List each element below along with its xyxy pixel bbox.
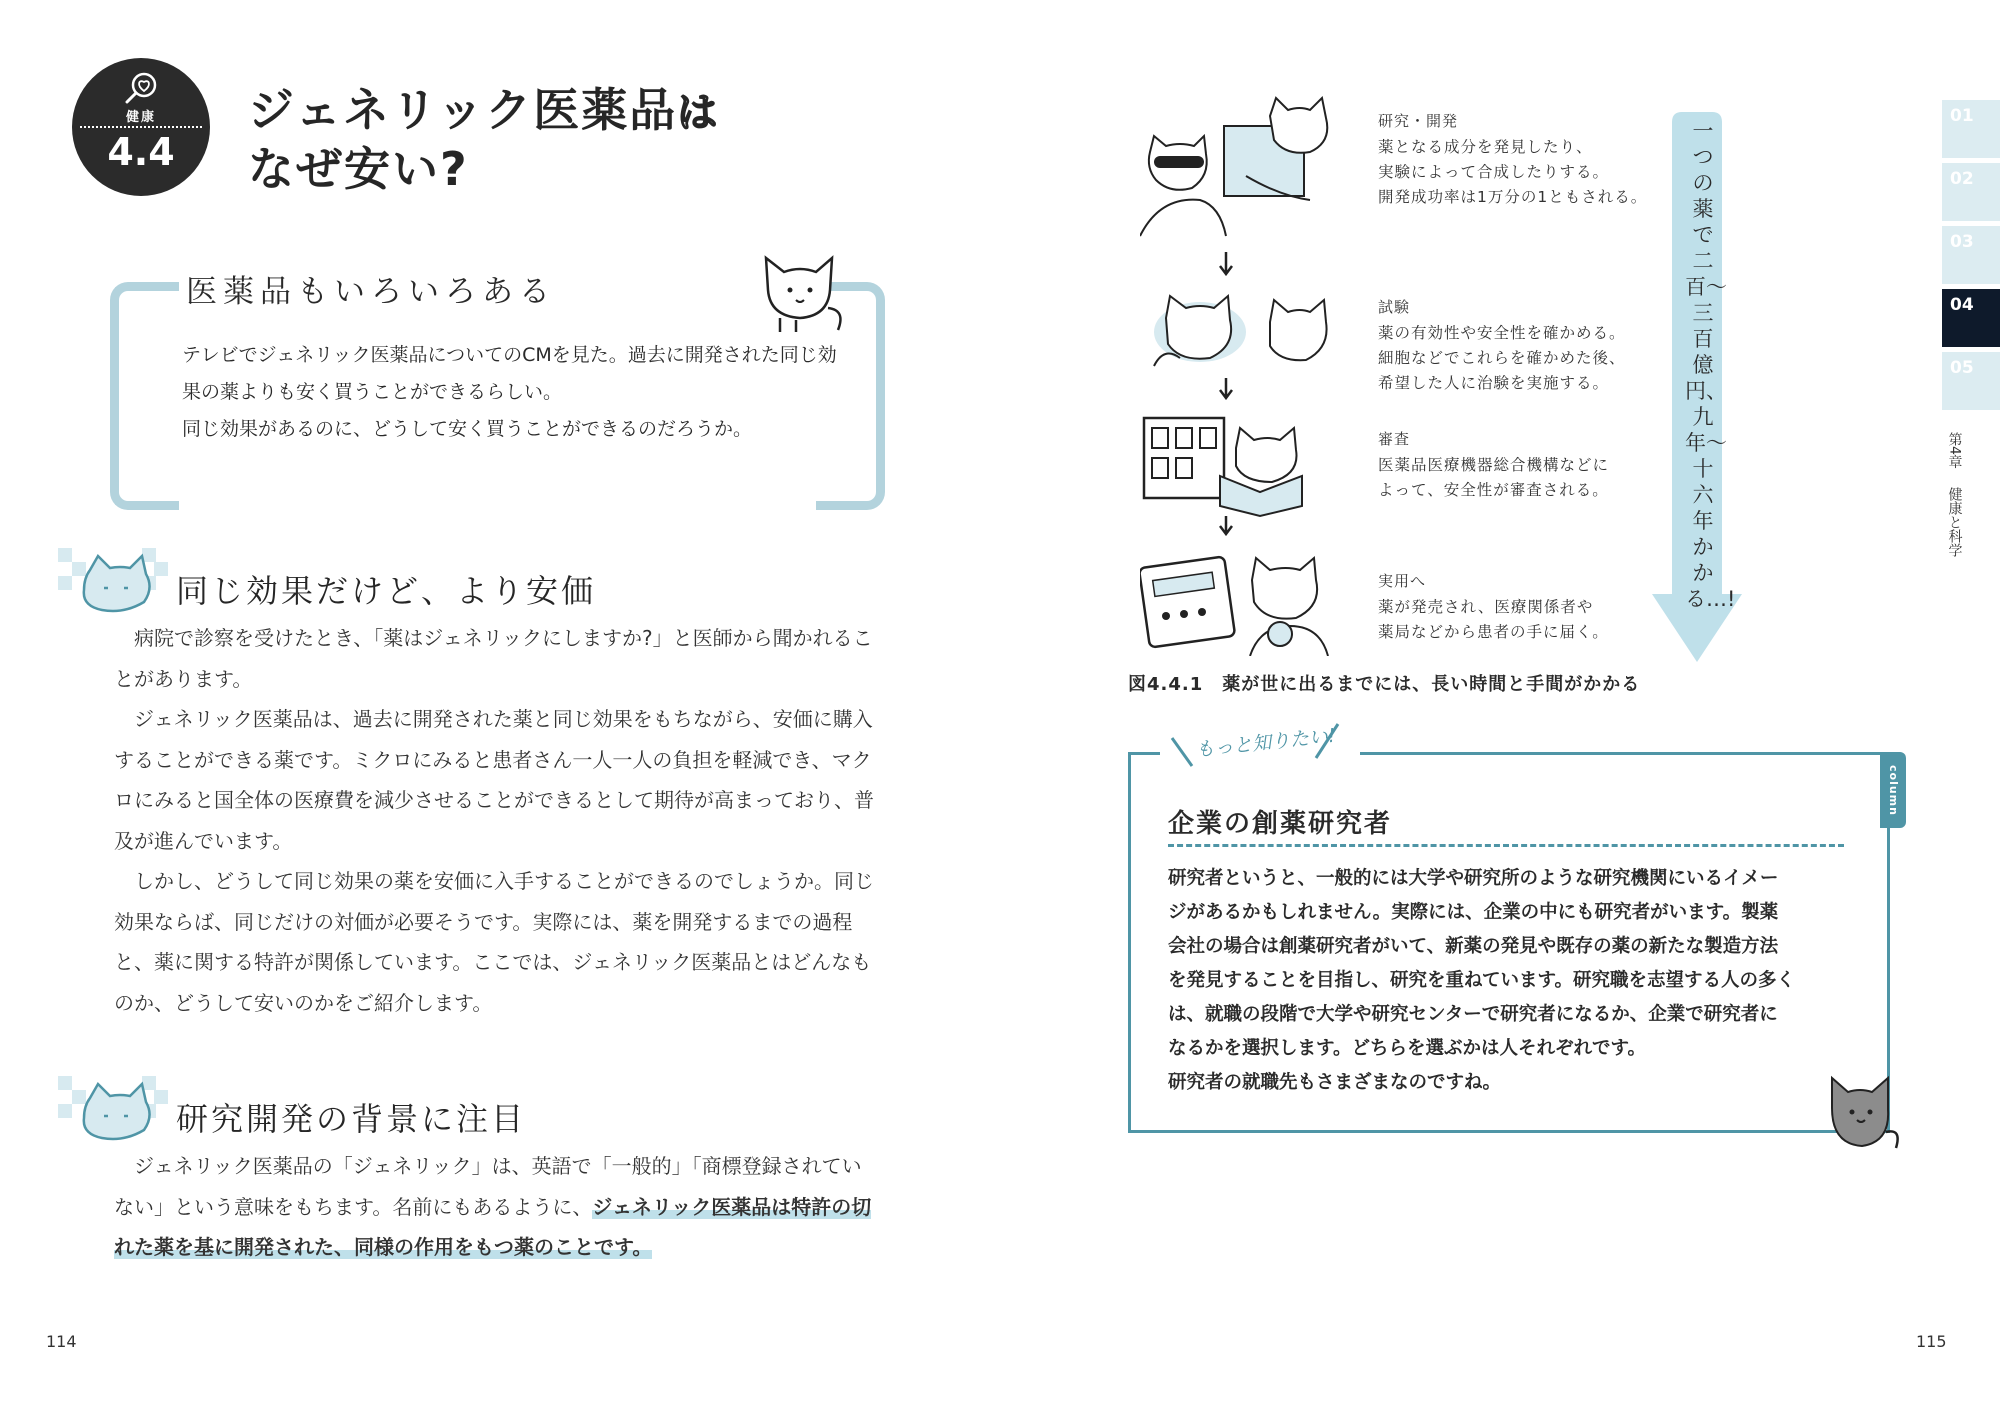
flow-line: 実験によって合成したりする。 bbox=[1378, 163, 1610, 181]
title-line1-suffix: は bbox=[677, 90, 720, 136]
body-paragraph bbox=[114, 1146, 876, 1268]
column-line: ジがあるかもしれません。実際には、企業の中にも研究者がいます。製薬 bbox=[1168, 902, 1779, 923]
body-paragraph: ジェネリック医薬品は、過去に開発された薬と同じ効果をもちながら、安価に購入することができる薬です。ミクロにみると患者さん一人一人の負担を軽減でき、マクロにみると国全体の医療費を減少させることができるとして期待が高まっており、普及が進んでいます。 bbox=[114, 707, 874, 853]
pharmacy-cat-illustration bbox=[1140, 556, 1328, 656]
flow-step-title: 研究・開発 bbox=[1378, 112, 1459, 130]
section-badge bbox=[72, 58, 210, 196]
title-line1: ジェネリック医薬品 bbox=[248, 83, 678, 137]
column-line: なるかを選択します。どちらを選ぶかは人それぞれです。 bbox=[1168, 1038, 1647, 1059]
column-heading: 企業の創薬研究者 bbox=[1168, 809, 1393, 839]
flow-step-text bbox=[1378, 321, 1678, 396]
body-text: ジェネリック医薬品の「ジェネリック」は、英語で「一般的」「商標登録されていない」という意味をもちます。名前にもあるように、 bbox=[114, 1154, 862, 1219]
flow-step-title: 実用へ bbox=[1378, 572, 1427, 590]
review-cat-illustration bbox=[1144, 418, 1302, 516]
flow-step-title: 試験 bbox=[1378, 298, 1411, 316]
gray-cat-illustration bbox=[1820, 1072, 1902, 1154]
column-line: を発見することを目指し、研究を重ねています。研究職を志望する人の多く bbox=[1168, 970, 1796, 991]
chapter-tab-02[interactable]: 02 bbox=[1942, 163, 2000, 221]
flow-step-title: 審査 bbox=[1378, 430, 1411, 448]
intro-line: 同じ効果があるのに、どうして安く買うことができるのだろうか。 bbox=[182, 418, 753, 440]
body-paragraph: 病院で診察を受けたとき、「薬はジェネリックにしますか?」と医師から聞かれることがあります。 bbox=[114, 626, 873, 691]
highlighted-text: ジェネリック医薬品は特許の切れた薬を基に開発された、同様の作用をもつ薬のことです。 bbox=[114, 1194, 872, 1259]
column-line: は、就職の段階で大学や研究センターで研究者になるか、企業で研究者に bbox=[1168, 1004, 1778, 1025]
chapter-tab-01[interactable]: 01 bbox=[1942, 100, 2000, 158]
column-ribbon: もっと知りたい! bbox=[1194, 724, 1337, 762]
intro-text bbox=[182, 337, 842, 448]
testing-cats-illustration bbox=[1154, 296, 1327, 366]
flow-step-text bbox=[1378, 595, 1678, 645]
column-tag: column bbox=[1880, 752, 1906, 828]
section1-heading: 同じ効果だけど、より安価 bbox=[176, 572, 597, 610]
flow-step-testing bbox=[1378, 296, 1678, 396]
body-paragraph: しかし、どうして同じ効果の薬を安価に入手することができるのでしょうか。同じ効果ならば、同じだけの対価が必要そうです。実際には、薬を開発するまでの過程と、薬に関する特許が関係しています。ここでは、ジェネリック医薬品とはどんなものか、どうして安いのかをご紹介します。 bbox=[114, 869, 874, 1015]
cat-face-icon bbox=[58, 1076, 168, 1146]
flow-line: 薬の有効性や安全性を確かめる。 bbox=[1378, 324, 1626, 342]
flow-step-research bbox=[1378, 110, 1678, 210]
flow-step-review bbox=[1378, 428, 1678, 503]
column-line: 会社の場合は創薬研究者がいて、新薬の発見や既存の薬の新たな製造方法 bbox=[1168, 936, 1779, 957]
badge-divider bbox=[80, 126, 202, 128]
flow-line: 希望した人に治験を実施する。 bbox=[1378, 374, 1610, 392]
chapter-tabs bbox=[1942, 100, 2000, 415]
column-line: 研究者の就職先もさまざまなのですね。 bbox=[1168, 1072, 1502, 1093]
flow-line: 薬が発売され、医療関係者や bbox=[1378, 598, 1594, 616]
flow-step-text bbox=[1378, 453, 1678, 503]
chapter-tab-05[interactable]: 05 bbox=[1942, 352, 2000, 410]
badge-number: 4.4 bbox=[107, 130, 175, 174]
page-number-left: 114 bbox=[46, 1332, 77, 1351]
column-body bbox=[1168, 862, 1858, 1100]
page-number-right: 115 bbox=[1916, 1332, 1947, 1351]
chapter-name: 健康と科学 bbox=[1946, 486, 1963, 557]
section2-heading: 研究開発の背景に注目 bbox=[176, 1100, 527, 1138]
chapter-label bbox=[1940, 432, 1968, 557]
intro-line: テレビでジェネリック医薬品についてのCMを見た。過去に開発された同じ効 bbox=[182, 344, 837, 366]
cat-face-icon bbox=[58, 548, 168, 618]
flow-illustrations bbox=[1140, 96, 1350, 656]
section2-body bbox=[114, 1146, 876, 1268]
title-line2: なぜ安い? bbox=[248, 142, 469, 196]
chapter-tab-03[interactable]: 03 bbox=[1942, 226, 2000, 284]
cat-illustration bbox=[756, 250, 848, 336]
column-line: 研究者というと、一般的には大学や研究所のような研究機関にいるイメー bbox=[1168, 868, 1779, 889]
section1-body bbox=[114, 618, 876, 1023]
badge-category: 健康 bbox=[125, 110, 156, 125]
flow-line: 医薬品医療機器総合機構などに bbox=[1378, 456, 1610, 474]
flow-line: 細胞などでこれらを確かめた後、 bbox=[1378, 349, 1626, 367]
flow-line: よって、安全性が審査される。 bbox=[1378, 481, 1609, 499]
intro-heading: 医薬品もいろいろある bbox=[186, 274, 556, 310]
column-dashed-line bbox=[1168, 844, 1844, 847]
flow-line: 薬局などから患者の手に届く。 bbox=[1378, 623, 1609, 641]
intro-line: 果の薬よりも安く買うことができるらしい。 bbox=[182, 381, 563, 403]
flow-step-release bbox=[1378, 570, 1678, 645]
page-title bbox=[248, 82, 719, 197]
flow-line: 薬となる成分を発見したり、 bbox=[1378, 138, 1593, 156]
chapter-tab-04[interactable]: 04 bbox=[1942, 289, 2000, 347]
chapter-number: 第4章 bbox=[1946, 432, 1963, 469]
intro-bracket-left bbox=[110, 282, 179, 510]
flow-line: 開発成功率は1万分の1ともされる。 bbox=[1378, 188, 1648, 206]
arrow-text: 一つの薬で二百〜三百億円、九年〜十六年かかる…! bbox=[1685, 119, 1736, 611]
research-cats-illustration bbox=[1140, 98, 1327, 236]
flow-step-text bbox=[1378, 135, 1678, 210]
magnifier-heart-icon bbox=[122, 68, 162, 108]
figure-caption: 図4.4.1 薬が世に出るまでには、長い時間と手間がかかる bbox=[1128, 674, 1641, 695]
